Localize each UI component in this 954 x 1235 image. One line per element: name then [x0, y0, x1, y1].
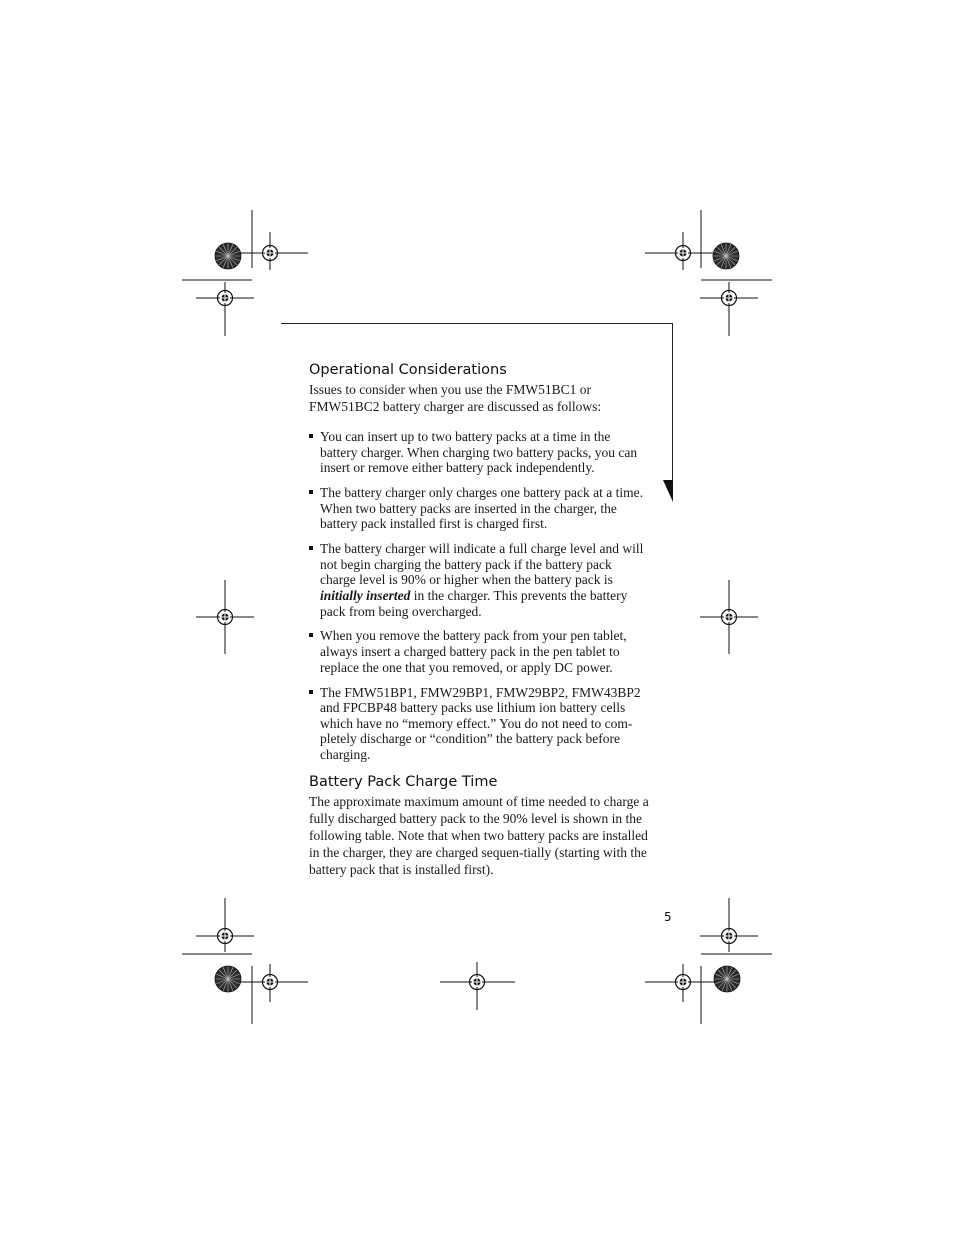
- list-item: [309, 685, 649, 763]
- list-item: [309, 485, 649, 532]
- chapter-tab-marker: [663, 480, 673, 502]
- crop-marks-top-right: [645, 210, 772, 336]
- list-item-text: The FMW51BP1, FMW29BP1, FMW29BP2, FMW43BP2 and FPCBP48 battery packs use lithium ion battery cells which have no “memory effect.” You do not need to com-pletely discharge or “condition” the battery pack before charging.: [320, 684, 641, 762]
- list-item: [309, 541, 649, 619]
- section-heading-operational: Operational Considerations: [309, 362, 507, 378]
- list-item-text: The battery charger only charges one battery pack at a time. When two battery packs are inserted in the charger, the battery pack installed first is charged first.: [320, 485, 643, 532]
- list-item: [309, 628, 649, 675]
- page-number: 5: [664, 910, 672, 924]
- square-bullet-icon: [309, 633, 313, 637]
- list-item-text: When you remove the battery pack from your pen tablet, always insert a charged battery pack in the pen tablet to replace the one that you removed, or apply DC power.: [320, 628, 627, 675]
- square-bullet-icon: [309, 434, 313, 438]
- section-intro: Issues to consider when you use the FMW51BC1 or FMW51BC2 battery charger are discussed as follows:: [309, 382, 602, 414]
- crop-marks-top-left: [182, 210, 308, 336]
- crop-marks-bottom-left: [182, 898, 308, 1024]
- square-bullet-icon: [309, 690, 313, 694]
- list-item-text: You can insert up to two battery packs at a time in the battery charger. When charging two battery packs, you can insert or remove either battery pack independently.: [320, 429, 638, 476]
- list-item-text-before: The battery charger will indicate a full charge level and will not begin charging the battery pack if the battery pack charge level is 90% or higher when the battery pack is: [320, 541, 644, 588]
- square-bullet-icon: [309, 490, 313, 494]
- radial-starburst-icon: [714, 966, 740, 992]
- page-content: [309, 360, 649, 878]
- list-item: [309, 429, 649, 476]
- radial-starburst-icon: [713, 243, 739, 269]
- radial-starburst-icon: [215, 966, 241, 992]
- emphasis-text: initially inserted: [320, 587, 411, 603]
- square-bullet-icon: [309, 546, 313, 550]
- section-body: The approximate maximum amount of time needed to charge a fully discharged battery pack to the 90% level is shown in the following table. Note that when two battery packs are installed in the charger, they are charged sequen-tially (starting with the battery pack that is installed first).: [309, 793, 649, 877]
- side-rule: [672, 323, 673, 483]
- radial-starburst-icon: [215, 243, 241, 269]
- section-heading-charge-time: Battery Pack Charge Time: [309, 773, 498, 790]
- considerations-list: [309, 429, 649, 762]
- list-item-text-after: in the charger. This prevents the battery pack from being overcharged.: [320, 587, 628, 619]
- header-rule: [281, 323, 673, 324]
